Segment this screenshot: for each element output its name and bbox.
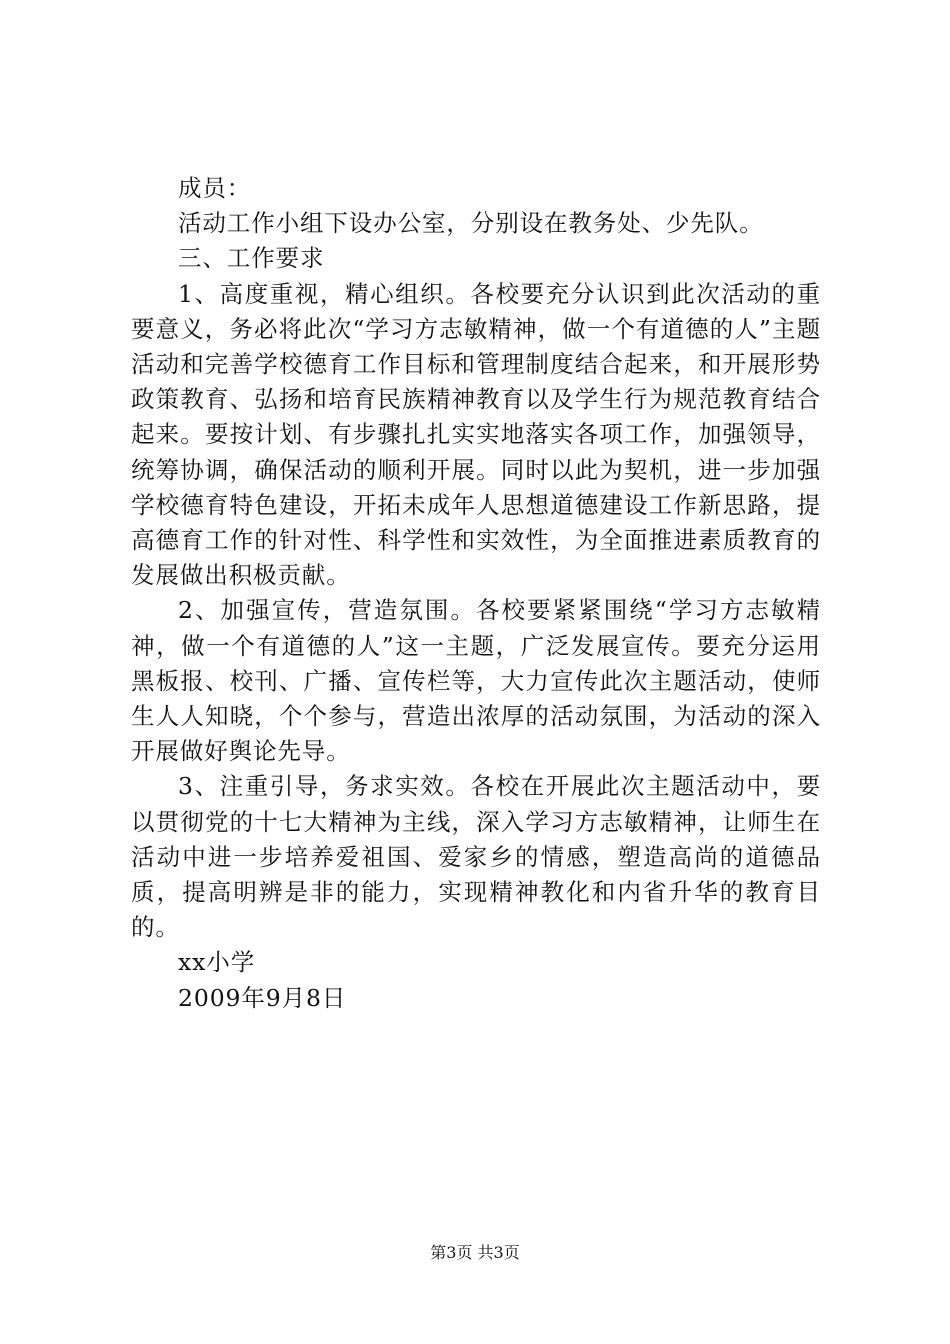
signature-date: 2009年9月8日 — [178, 983, 347, 1012]
paragraph-office: 活动工作小组下设办公室，分别设在教务处、少先队。 — [178, 209, 764, 238]
paragraph-members: 成员： — [178, 174, 252, 202]
paragraph-requirement-2: 2、加强宣传，营造氛围。各校要紧紧围绕“学习方志敏精神，做一个有道德的人”这一主题，广泛发展宣传。要充分运用黑板报、校刊、广播、宣传栏等，大力宣传此次主题活动，使师生人人知晓，个个参与，营造出浓厚的活动氛围，为活动的深入开展做好舆论先导。 — [131, 596, 821, 766]
paragraph-requirement-3: 3、注重引导，务求实效。各校在开展此次主题活动中，要以贯彻党的十七大精神为主线，深入学习方志敏精神，让师生在活动中进一步培养爱祖国、爱家乡的情感，塑造高尚的道德品质，提高明辨是非的能力，实现精神教化和内省升华的教育目的。 — [131, 772, 821, 942]
section-heading-requirements: 三、工作要求 — [178, 244, 325, 273]
paragraph-requirement-1: 1、高度重视，精心组织。各校要充分认识到此次活动的重要意义，务必将此次“学习方志敏精神，做一个有道德的人”主题活动和完善学校德育工作目标和管理制度结合起来，和开展形势政策教育、弘扬和培育民族精神教育以及学生行为规范教育结合起来。要按计划、有步骤扎扎实实地落实各项工作，加强领导，统筹协调，确保活动的顺利开展。同时以此为契机，进一步加强学校德育特色建设，开拓未成年人思想道德建设工作新思路，提高德育工作的针对性、科学性和实效性，为全面推进素质教育的发展做出积极贡献。 — [131, 279, 821, 590]
page-number-footer: 第3页 共3页 — [430, 1243, 520, 1262]
signature-school: xx小学 — [178, 948, 256, 977]
document-body — [131, 171, 821, 1016]
